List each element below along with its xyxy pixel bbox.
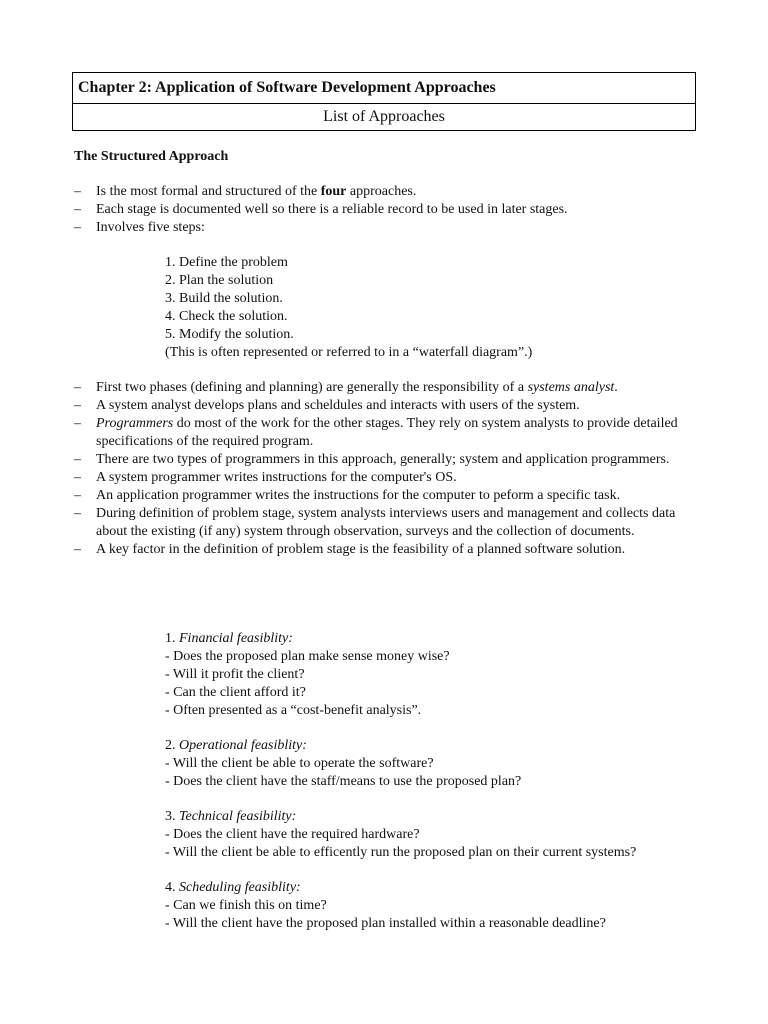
bullet-dash: – <box>74 380 81 395</box>
feasibility-item: - Does the client have the required hardware? <box>165 827 420 842</box>
feasibility-title <box>165 737 521 755</box>
feasibility-item: - Often presented as a “cost-benefit analysis”. <box>165 703 422 718</box>
bullet-item <box>74 505 694 541</box>
feasibility-financial <box>165 630 450 720</box>
step-item: 2. Plan the solution <box>165 273 274 288</box>
bullet-text: During definition of problem stage, system analysts interviews users and management and collects data about the existing (if any) system through observation, surveys and the collection of documents. <box>96 506 676 539</box>
steps-list <box>165 254 532 362</box>
step-item: 1. Define the problem <box>165 255 288 270</box>
bullet-text: Each stage is documented well so there is a reliable record to be used in later stages. <box>96 202 568 217</box>
feasibility-item: - Will the client have the proposed plan installed within a reasonable deadline? <box>165 916 606 931</box>
step-item: 4. Check the solution. <box>165 309 288 324</box>
bullet-item <box>74 379 694 397</box>
bullet-item <box>74 183 694 201</box>
bullet-italic-text: systems analyst <box>527 380 615 395</box>
intro-bullet-list <box>74 183 694 237</box>
bullet-dash: – <box>74 416 81 431</box>
feasibility-item: - Will the client be able to operate the software? <box>165 756 434 771</box>
bullet-item <box>74 201 694 219</box>
bullet-text: do most of the work for the other stages. They rely on system analysts to provide detailed specifications of the required program. <box>96 416 678 449</box>
bullet-dash: – <box>74 542 81 557</box>
bullet-italic-text: Programmers <box>96 416 174 431</box>
feasibility-name: Operational feasiblity: <box>179 738 307 753</box>
feasibility-title <box>165 879 606 897</box>
bullet-item <box>74 469 694 487</box>
bullet-text: Is the most formal and structured of the <box>96 184 321 199</box>
bullet-item <box>74 451 694 469</box>
bullet-text: A system programmer writes instructions for the computer's OS. <box>96 470 457 485</box>
bullet-dash: – <box>74 452 81 467</box>
bullet-text: First two phases (defining and planning) are generally the responsibility of a <box>96 380 528 395</box>
feasibility-title <box>165 630 450 648</box>
feasibility-item: - Can the client afford it? <box>165 685 306 700</box>
bullet-dash: – <box>74 202 81 217</box>
bullet-dash: – <box>74 398 81 413</box>
feasibility-number: 4. <box>165 880 179 895</box>
feasibility-name: Financial feasiblity: <box>179 631 293 646</box>
feasibility-name: Scheduling feasiblity: <box>179 880 301 895</box>
bullet-item <box>74 487 694 505</box>
feasibility-number: 3. <box>165 809 179 824</box>
bullet-text: An application programmer writes the instructions for the computer to peform a specific task. <box>96 488 621 503</box>
bullet-text: . <box>614 380 618 395</box>
main-bullet-list <box>74 379 694 559</box>
chapter-subtitle: List of Approaches <box>323 108 445 125</box>
feasibility-scheduling <box>165 879 606 933</box>
feasibility-item: - Will the client be able to efficently run the proposed plan on their current systems? <box>165 845 637 860</box>
bullet-dash: – <box>74 220 81 235</box>
feasibility-title <box>165 808 636 826</box>
feasibility-number: 2. <box>165 738 179 753</box>
feasibility-item: - Will it profit the client? <box>165 667 305 682</box>
bullet-item <box>74 397 694 415</box>
feasibility-item: - Can we finish this on time? <box>165 898 327 913</box>
step-item: 5. Modify the solution. <box>165 327 294 342</box>
feasibility-name: Technical feasibility: <box>179 809 297 824</box>
chapter-header-box <box>72 72 696 131</box>
bullet-item <box>74 415 694 451</box>
bullet-dash: – <box>74 184 81 199</box>
step-item: 3. Build the solution. <box>165 291 283 306</box>
bullet-bold-text: four <box>320 184 347 199</box>
bullet-text: A system analyst develops plans and scheldules and interacts with users of the system. <box>96 398 580 413</box>
feasibility-number: 1. <box>165 631 179 646</box>
bullet-dash: – <box>74 488 81 503</box>
bullet-item <box>74 219 694 237</box>
bullet-dash: – <box>74 506 81 521</box>
bullet-dash: – <box>74 470 81 485</box>
bullet-item <box>74 541 694 559</box>
feasibility-item: - Does the proposed plan make sense money wise? <box>165 649 450 664</box>
feasibility-item: - Does the client have the staff/means to use the proposed plan? <box>165 774 522 789</box>
feasibility-operational <box>165 737 521 791</box>
section-title: The Structured Approach <box>74 149 229 164</box>
step-note: (This is often represented or referred to in a “waterfall diagram”.) <box>165 345 533 360</box>
bullet-text: A key factor in the definition of problem stage is the feasibility of a planned software solution. <box>96 542 626 557</box>
bullet-text: There are two types of programmers in this approach, generally; system and application programmers. <box>96 452 670 467</box>
feasibility-technical <box>165 808 636 862</box>
bullet-text: Involves five steps: <box>96 220 205 235</box>
bullet-text: approaches. <box>346 184 417 199</box>
chapter-title: Chapter 2: Application of Software Development Approaches <box>73 73 695 104</box>
